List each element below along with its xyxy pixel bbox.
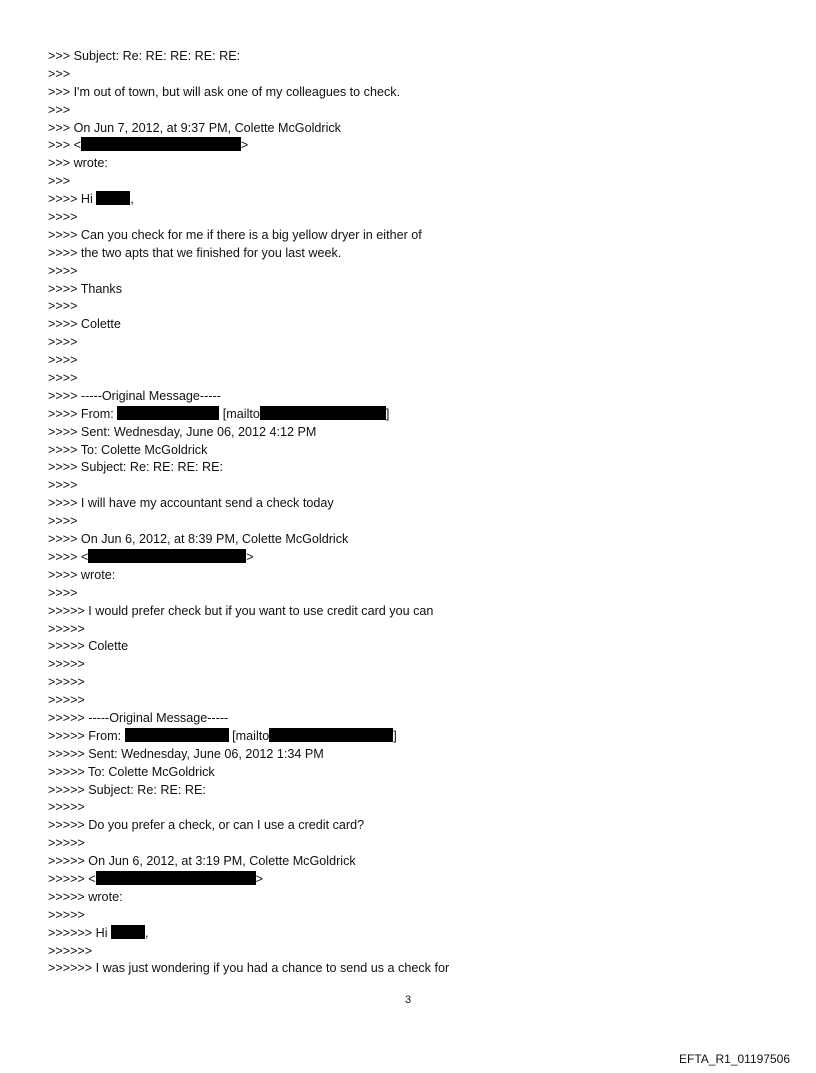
line-text: >>>> wrote: <box>48 567 116 582</box>
line-text: >>>> <box>48 371 78 386</box>
line-text: >>> wrote: <box>48 156 108 171</box>
text-line <box>48 746 768 764</box>
redaction-box <box>260 406 386 420</box>
text-line <box>48 871 768 889</box>
text-line <box>48 817 768 835</box>
redaction-box <box>96 871 256 885</box>
line-text: , <box>145 925 149 940</box>
line-text: , <box>130 192 134 207</box>
text-line <box>48 281 768 299</box>
line-text: >>>> On Jun 6, 2012, at 8:39 PM, Colette McGoldrick <box>48 532 349 547</box>
line-text: >>>>> <box>48 693 85 708</box>
line-text: >>>> Hi <box>48 192 97 207</box>
line-text: > <box>240 138 249 153</box>
text-line <box>48 943 768 961</box>
line-text: ] <box>385 406 390 421</box>
document-id: EFTA_R1_01197506 <box>679 1052 790 1066</box>
text-line <box>48 227 768 245</box>
line-text: >>>> Can you check for me if there is a big yellow dryer in either of <box>48 227 422 242</box>
line-text: >>>>>> <box>48 943 93 958</box>
text-line <box>48 102 768 120</box>
text-line <box>48 960 768 978</box>
line-text: >>> <box>48 174 71 189</box>
line-text: >>>> -----Original Message----- <box>48 388 221 403</box>
email-thread-body <box>48 48 768 978</box>
line-text: >>>>> To: Colette McGoldrick <box>48 764 215 779</box>
redaction-box <box>269 728 393 742</box>
line-text: >>>> To: Colette McGoldrick <box>48 442 208 457</box>
line-text: >>>>> wrote: <box>48 889 123 904</box>
line-text: >>> On Jun 7, 2012, at 9:37 PM, Colette McGoldrick <box>48 120 341 135</box>
redaction-box <box>111 925 145 939</box>
line-text: >>>>> < <box>48 871 96 886</box>
text-line <box>48 549 768 567</box>
page-number: 3 <box>404 994 412 1006</box>
line-text: >>>>> Subject: Re: RE: RE: <box>48 782 206 797</box>
line-text: >>>> <box>48 263 78 278</box>
line-text: >>> Subject: Re: RE: RE: RE: RE: <box>48 49 241 63</box>
text-line <box>48 209 768 227</box>
text-line <box>48 728 768 746</box>
line-text: >>>> <box>48 585 78 600</box>
redaction-box <box>117 406 219 420</box>
text-line <box>48 603 768 621</box>
redaction-box <box>81 137 241 151</box>
text-line <box>48 442 768 460</box>
line-text: >>>> <box>48 299 78 314</box>
text-line <box>48 531 768 549</box>
line-text: >>>> Colette <box>48 317 121 332</box>
text-line <box>48 513 768 531</box>
line-text: >>> <box>48 66 71 81</box>
line-text: >>>>> I would prefer check but if you want to use credit card you can <box>48 603 434 618</box>
text-line <box>48 656 768 674</box>
line-text: >>>> Thanks <box>48 281 122 296</box>
line-text: >>> I'm out of town, but will ask one of my colleagues to check. <box>48 84 401 99</box>
line-text: >>>> <box>48 210 78 225</box>
text-line <box>48 710 768 728</box>
line-text: ] <box>393 728 397 743</box>
text-line <box>48 477 768 495</box>
text-line <box>48 298 768 316</box>
text-line <box>48 370 768 388</box>
redaction-box <box>96 191 130 205</box>
text-line <box>48 316 768 334</box>
text-line <box>48 155 768 173</box>
line-text: >>>>> Sent: Wednesday, June 06, 2012 1:34 PM <box>48 746 324 761</box>
text-line <box>48 889 768 907</box>
line-text: >>>>> <box>48 621 85 636</box>
line-text: > <box>255 871 263 886</box>
line-text: >>>> the two apts that we finished for you last week. <box>48 245 342 260</box>
line-text: >>>>> <box>48 675 85 690</box>
text-line <box>48 66 768 84</box>
line-text: >>>>>> I was just wondering if you had a chance to send us a check for <box>48 961 450 976</box>
text-line <box>48 245 768 263</box>
line-text: >>> <box>48 102 71 117</box>
line-text: >>>>>> Hi <box>48 925 112 940</box>
text-line <box>48 853 768 871</box>
text-line <box>48 495 768 513</box>
redaction-box <box>88 549 246 563</box>
line-text: >>>> I will have my accountant send a check today <box>48 496 334 511</box>
text-line <box>48 137 768 155</box>
redaction-box <box>125 728 229 742</box>
line-text: >>>>> <box>48 836 85 851</box>
text-line <box>48 84 768 102</box>
text-line <box>48 674 768 692</box>
text-line <box>48 567 768 585</box>
line-text: >>>> From: <box>48 406 118 421</box>
text-line <box>48 173 768 191</box>
line-text: > <box>246 549 254 564</box>
line-text: >>>>> <box>48 907 85 922</box>
text-line <box>48 459 768 477</box>
line-text: >>>>> On Jun 6, 2012, at 3:19 PM, Colette McGoldrick <box>48 854 356 869</box>
text-line <box>48 638 768 656</box>
text-line <box>48 692 768 710</box>
text-line <box>48 48 768 66</box>
text-line <box>48 263 768 281</box>
text-line <box>48 406 768 424</box>
line-text: >>>> < <box>48 549 89 564</box>
line-text: >>>> <box>48 478 78 493</box>
line-text: >>>> <box>48 335 78 350</box>
text-line <box>48 621 768 639</box>
line-text: >>>>> <box>48 657 85 672</box>
line-text: >>>>> Colette <box>48 639 129 654</box>
line-text: [mailto <box>228 728 270 743</box>
line-text: [mailto <box>219 406 260 421</box>
line-text: >>>>> -----Original Message----- <box>48 710 229 725</box>
text-line <box>48 352 768 370</box>
text-line <box>48 835 768 853</box>
text-line <box>48 907 768 925</box>
line-text: >>> < <box>48 138 81 153</box>
text-line <box>48 585 768 603</box>
text-line <box>48 334 768 352</box>
line-text: >>>>> Do you prefer a check, or can I use a credit card? <box>48 818 365 833</box>
line-text: >>>> Sent: Wednesday, June 06, 2012 4:12 PM <box>48 424 317 439</box>
text-line <box>48 799 768 817</box>
line-text: >>>> <box>48 353 78 368</box>
text-line <box>48 764 768 782</box>
line-text: >>>> <box>48 514 78 529</box>
text-line <box>48 120 768 138</box>
text-line <box>48 925 768 943</box>
text-line <box>48 388 768 406</box>
line-text: >>>>> From: <box>48 728 125 743</box>
text-line <box>48 782 768 800</box>
text-line <box>48 424 768 442</box>
text-line <box>48 191 768 209</box>
line-text: >>>> Subject: Re: RE: RE: RE: <box>48 460 223 475</box>
line-text: >>>>> <box>48 800 85 815</box>
